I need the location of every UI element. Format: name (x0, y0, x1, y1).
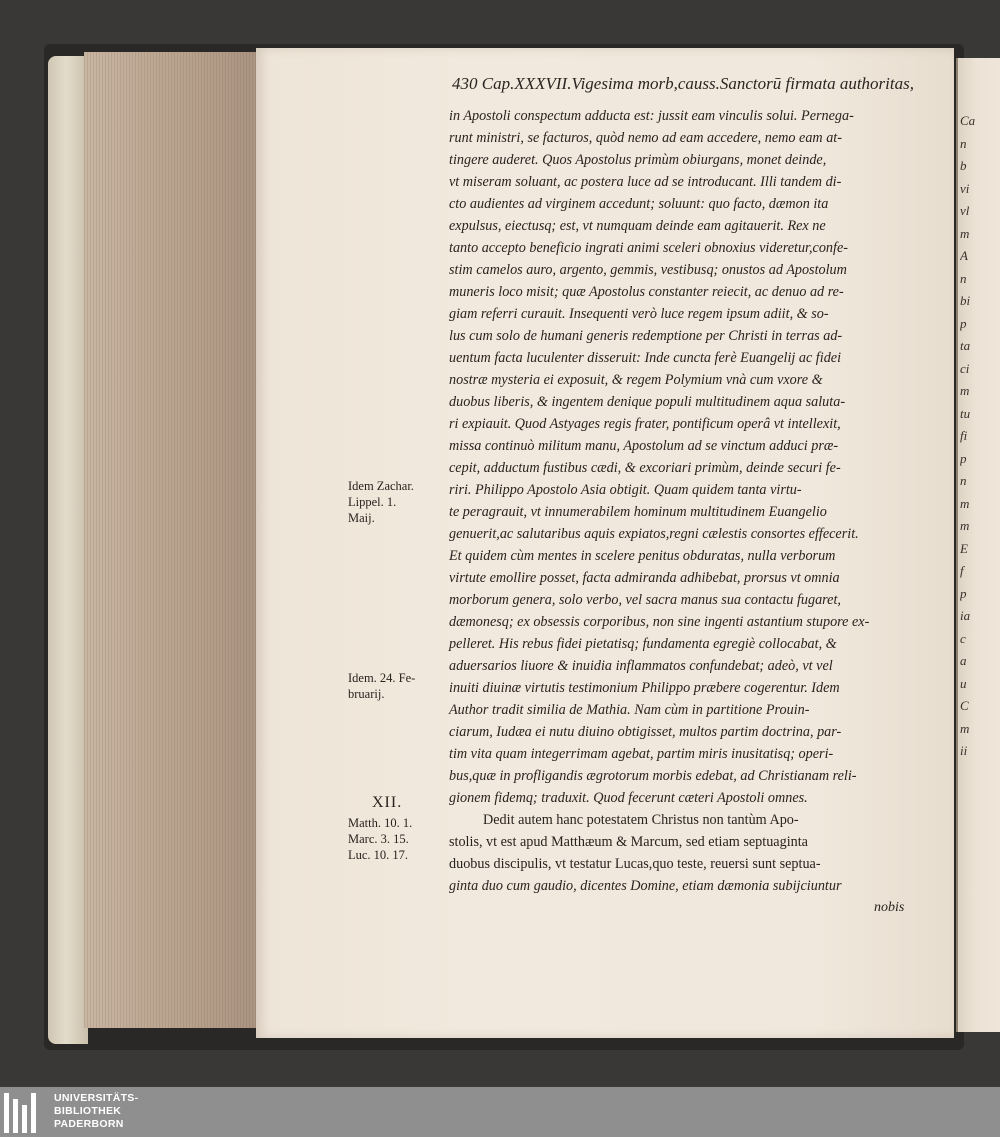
logo-line: UNIVERSITÄTS- (54, 1092, 139, 1104)
facing-page-fragment: Ca (960, 113, 976, 128)
facing-page-fragment: A (960, 248, 968, 263)
text-line: uentum facta luculenter disseruit: Inde cuncta ferè Euangelij ac fidei (449, 350, 842, 366)
text-line: Dedit autem hanc potestatem Christus non tantùm Apo- (483, 812, 799, 828)
body-text (449, 105, 929, 897)
text-line: vt miseram soluant, ac postera luce ad se introducant. Illi tandem di- (449, 174, 842, 190)
text-line: ri expiauit. Quod Astyages regis frater, pontificum operâ vt intellexit, (449, 416, 841, 432)
page-block-edge (84, 52, 262, 1028)
facing-page-fragment: m (960, 495, 970, 511)
text-line: aduersarios liuore & inuidia inflammatos confundebat; adeò, vt vel (449, 658, 833, 674)
facing-page-fragment: fi (960, 428, 968, 443)
text-line: dæmonesq; ex obsessis corporibus, non sine ingenti astantium stupore ex- (449, 614, 870, 630)
facing-page-fragment: n (960, 473, 967, 488)
facing-page-fragment: C (960, 698, 969, 713)
margin-note-line: Matth. 10. 1. (348, 816, 413, 830)
facing-page-fragment: f (960, 563, 964, 578)
text-line: cto audientes ad virginem accedunt; soluunt: quo facto, dæmon ita (449, 196, 829, 212)
margin-note-gospels (348, 815, 438, 863)
logo-line: PADERBORN (54, 1118, 124, 1130)
text-line: duobus discipulis, vt testatur Lucas,quo teste, reuersi sunt septua- (449, 856, 821, 872)
text-line: tim vita quam integerrimam agebat, partim miris inusitatisq; operi- (449, 746, 834, 762)
facing-page-fragment: m (960, 720, 970, 736)
facing-page-fragment: p (960, 585, 967, 601)
facing-page-fragment: m (960, 383, 970, 398)
facing-page-fragment: a (960, 653, 967, 668)
text-line: runt ministri, se facturos, quòd nemo ad eam accedere, nemo eam at- (449, 130, 842, 146)
margin-note-line: Maij. (348, 511, 375, 525)
text-line: inuiti diuinæ virtutis testimonium Philippo præbere cogerentur. Idem (449, 680, 840, 696)
text-line: duobus liberis, & ingentem denique populi multitudinem aqua saluta- (449, 394, 846, 410)
text-line: genuerit,ac salutaribus aquis expiatos,regni cælestis consortes effecerit. (449, 526, 859, 542)
facing-page-fragment: n (960, 135, 967, 151)
facing-page-fragment: E (960, 540, 968, 556)
facing-page-fragment: p (960, 450, 967, 466)
facing-page-fragment: c (960, 630, 966, 646)
facing-page-fragment: m (960, 518, 970, 533)
margin-note-line: Luc. 10. 17. (348, 848, 409, 862)
text-line: tingere auderet. Quos Apostolus primùm obiurgans, monet deinde, (449, 152, 827, 168)
margin-note-line: Idem Zachar. (348, 479, 414, 493)
margin-note-line: Marc. 3. 15. (348, 832, 409, 846)
text-line: stolis, vt est apud Matthæum & Marcum, sed etiam septuaginta (449, 834, 808, 850)
logo-line: BIBLIOTHEK (54, 1105, 122, 1117)
margin-note-februarij (348, 670, 438, 702)
text-line: muneris loco misit; quæ Apostolus constanter reiecit, ac denuo ad re- (449, 284, 844, 300)
text-line: missa continuò militum manu, Apostolum ad se vinctum adduci præ- (449, 438, 839, 454)
facing-page-fragment: ta (960, 338, 971, 353)
text-line: tanto accepto beneficio ingrati animi sceleri obnoxius videretur,confe- (449, 240, 848, 256)
facing-page-fragment: vl (960, 203, 970, 218)
margin-note-line: Lippel. 1. (348, 495, 397, 509)
text-line: expulsus, eiectusq; est, vt numquam deinde eam agitauerit. Rex ne (449, 218, 826, 234)
margin-section-number (372, 795, 462, 811)
text-line: morborum genera, solo verbo, vel sacra manus sua contactu fugaret, (449, 592, 841, 608)
text-line: riri. Philippo Apostolo Asia obtigit. Quam quidem tanta virtu- (449, 482, 802, 498)
facing-page-fragment: m (960, 225, 970, 241)
facing-page-fragment: p (960, 315, 967, 331)
facing-page-fragment: tu (960, 405, 971, 421)
facing-page-fragment: b (960, 158, 967, 173)
catchword: nobis (874, 900, 905, 915)
facing-page-text (960, 110, 1000, 763)
facing-page-fragment: u (960, 675, 967, 691)
text-line: ciarum, Iudæa ei nutu diuino obtigisset, multos partim doctrina, par- (449, 724, 842, 740)
text-line: te peragrauit, vt innumerabilem hominum multitudinem Euangelio (449, 504, 827, 520)
facing-page-fragment: vi (960, 180, 970, 196)
margin-note-line: bruarij. (348, 687, 385, 701)
text-line: pelleret. His rebus fidei pietatisq; fundamenta egregiè collocabat, & (449, 636, 837, 652)
text-line: cepit, adductum fustibus cædi, & excoriari primùm, deinde securi fe- (449, 460, 841, 476)
facing-page-fragment: ia (960, 608, 971, 623)
margin-note-zachar (348, 478, 438, 526)
text-line: in Apostoli conspectum adducta est: jussit eam vinculis solui. Pernega- (449, 108, 854, 124)
running-head: 430 Cap.XXXVII.Vigesima morb,causs.Sanctorū firmata authoritas, (452, 74, 914, 93)
text-line: Author tradit similia de Mathia. Nam cùm in partitione Prouin- (449, 702, 810, 718)
text-line: stim camelos auro, argento, gemmis, vestibusq; onustos ad Apostolum (449, 262, 847, 278)
footer-bar (0, 1087, 1000, 1137)
text-line: giam referri curauit. Insequenti verò luce regem ipsum adiit, & so- (449, 306, 829, 322)
library-logo-icon (4, 1093, 48, 1133)
book-cover-edge (48, 56, 88, 1044)
text-line: bus,quæ in profligandis ægrotorum morbis edebat, ad Christianam reli- (449, 768, 857, 784)
text-line: Et quidem cùm mentes in scelere penitus obduratas, nulla verborum (449, 548, 836, 564)
text-line: nostræ mysteria ei exposuit, & regem Polymium vnà cum vxore & (449, 372, 823, 388)
text-line: virtute emollire posset, facta admiranda adhibebat, prorsus vt omnia (449, 570, 840, 586)
section-number: XII. (372, 794, 403, 811)
text-line: lus cum solo de humani generis redemptione per Christi in terras ad- (449, 328, 843, 344)
text-line: gionem fidemq; traduxit. Quod fecerunt cæteri Apostoli omnes. (449, 790, 808, 806)
facing-page-fragment: bi (960, 293, 971, 308)
facing-page-fragment: n (960, 270, 967, 286)
library-logo-text (54, 1092, 138, 1131)
facing-page-fragment: ii (960, 743, 968, 758)
text-line: ginta duo cum gaudio, dicentes Domine, etiam dæmonia subijciuntur (449, 878, 842, 894)
margin-note-line: Idem. 24. Fe- (348, 671, 416, 685)
facing-page-fragment: ci (960, 360, 970, 376)
